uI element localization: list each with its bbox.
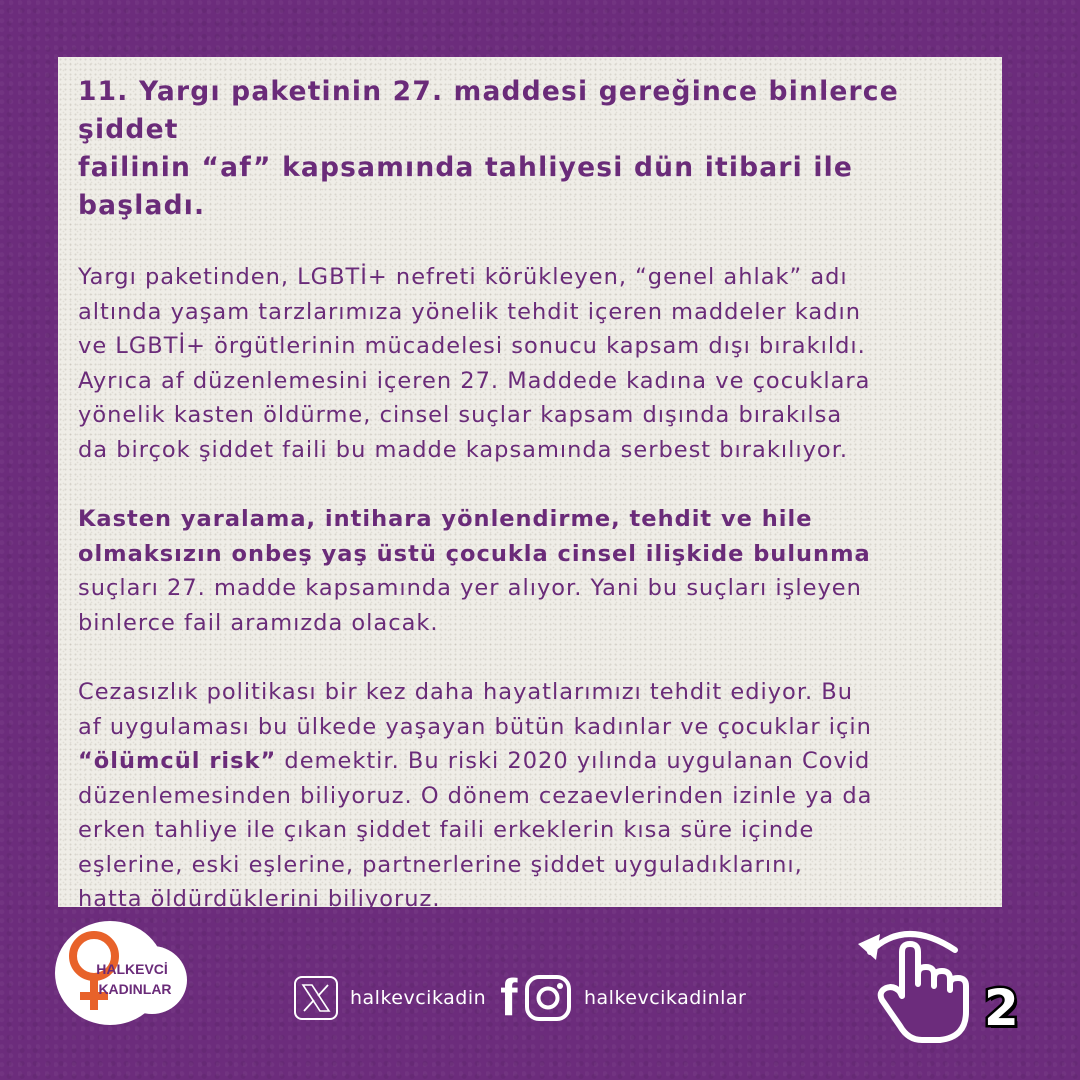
text-line: hatta öldürdüklerini biliyoruz. xyxy=(78,886,441,912)
instagram-handle[interactable]: halkevcikadinlar xyxy=(583,987,747,1009)
text-line: ve LGBTİ+ örgütlerinin mücadelesi sonucu kapsam dışı bırakıldı. xyxy=(78,333,866,359)
text-line: Yargı paketinden, LGBTİ+ nefreti körükleyen, “genel ahlak” adı xyxy=(78,264,848,290)
text-line: af uygulaması bu ülkede yaşayan bütün kadınlar ve çocuklar için xyxy=(78,713,872,740)
text-line: Cezasızlık politikası bir kez daha hayatlarımızı tehdit ediyor. Bu xyxy=(78,679,854,705)
bold-text-line: Kasten yaralama, intihara yönlendirme, tehdit ve hile xyxy=(78,506,813,532)
text-line xyxy=(78,744,982,779)
paragraph-1 xyxy=(78,260,982,467)
facebook-icon[interactable] xyxy=(500,969,518,1027)
instagram-icon[interactable] xyxy=(524,974,572,1022)
title-line: failinin “af” kapsamında tahliyesi dün itibari ile başladı. xyxy=(78,152,854,221)
text-line: binlerce fail aramızda olacak. xyxy=(78,609,439,636)
swipe-hand-icon[interactable] xyxy=(850,922,985,1047)
text-line: erken tahliye ile çıkan şiddet faili erkeklerin kısa süre içinde xyxy=(78,817,815,843)
text-line: da birçok şiddet faili bu madde kapsamında serbest bırakılıyor. xyxy=(78,436,849,463)
content-card xyxy=(58,57,1002,912)
logo-line-2: KADINLAR xyxy=(98,981,172,997)
post-title xyxy=(78,73,982,225)
x-logo-icon[interactable] xyxy=(294,976,338,1020)
venus-logo-icon xyxy=(52,918,187,1033)
text-line: Ayrıca af düzenlemesini içeren 27. Maddede kadına ve çocuklara xyxy=(78,367,871,394)
text-line: yönelik kasten öldürme, cinsel suçlar kapsam dışında bırakılsa xyxy=(78,402,843,428)
logo-line-1: HALKEVCİ xyxy=(96,961,168,977)
text-fragment: demektir. Bu riski 2020 yılında uygulanan Covid xyxy=(276,748,871,774)
title-line: 11. Yargı paketinin 27. maddesi gereğince binlerce şiddet xyxy=(78,76,899,145)
text-line: düzenlemesinden biliyoruz. O dönem cezaevlerinden izinle ya da xyxy=(78,782,873,809)
social-footer xyxy=(294,969,747,1027)
x-handle[interactable]: halkevcikadin xyxy=(350,987,487,1009)
page-number: 2 xyxy=(984,979,1019,1037)
bold-phrase: “ölümcül risk” xyxy=(78,748,277,774)
paragraph-3 xyxy=(78,675,982,917)
text-line: suçları 27. madde kapsamında yer alıyor. Yani bu suçları işleyen xyxy=(78,575,862,601)
paragraph-2 xyxy=(78,502,982,640)
text-line: altında yaşam tarzlarımıza yönelik tehdit içeren maddeler kadın xyxy=(78,298,862,325)
facebook-glyph: f xyxy=(500,969,518,1027)
text-line: eşlerine, eski eşlerine, partnerlerine şiddet uyguladıklarını, xyxy=(78,851,803,878)
bold-text-line: olmaksızın onbeş yaş üstü çocukla cinsel ilişkide bulunma xyxy=(78,540,871,567)
